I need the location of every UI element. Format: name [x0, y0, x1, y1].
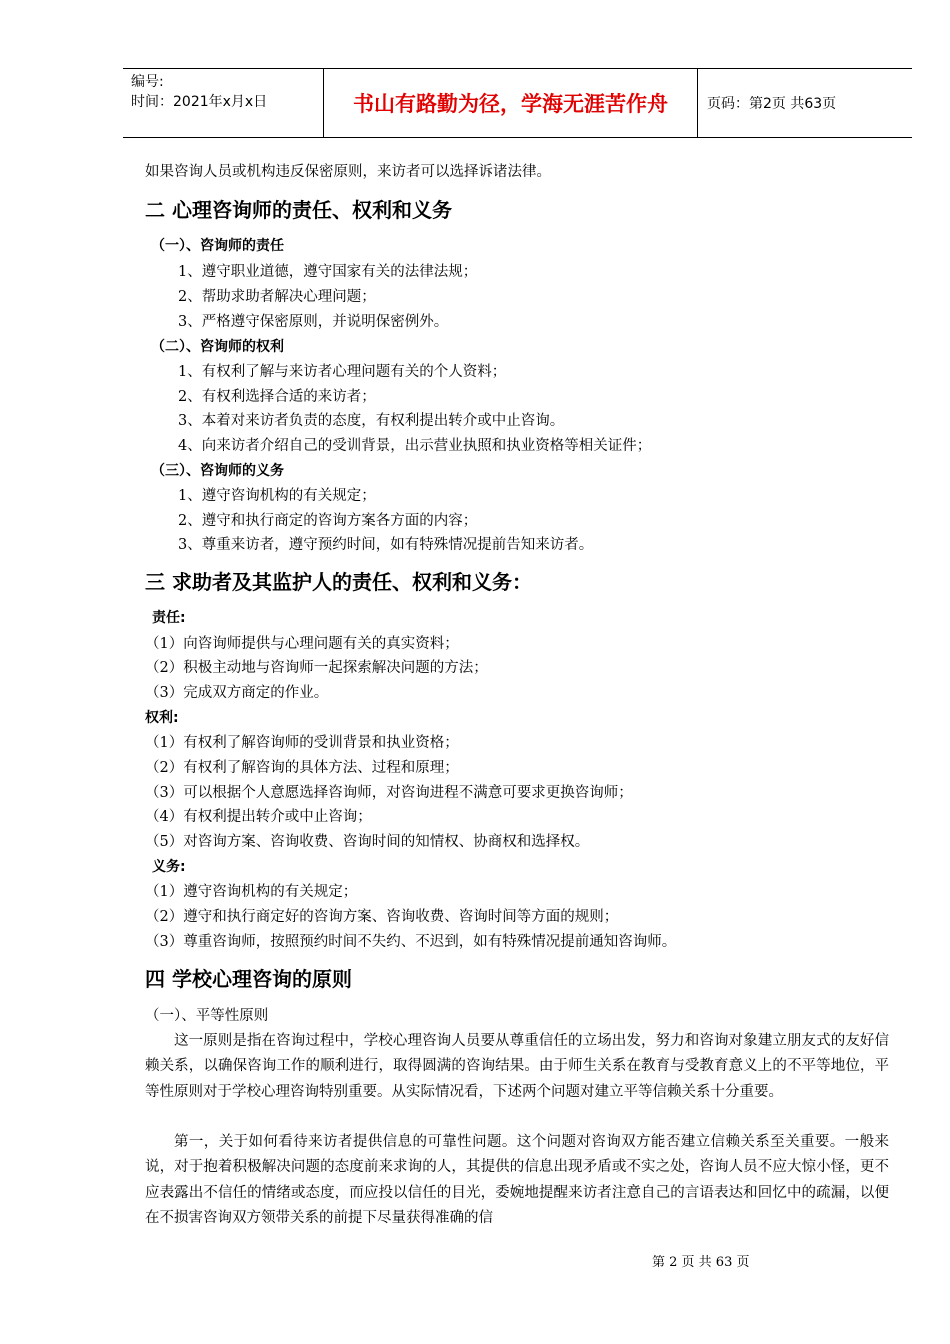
section-2-sub3: （三）、咨询师的义务 — [151, 463, 284, 479]
duty-label: 义务: — [152, 859, 186, 875]
rights-label: 权利: — [145, 710, 179, 726]
header-page-info: 页码：第2页 共63页 — [707, 96, 837, 112]
list-item: （5）对咨询方案、咨询收费、咨询时间的知情权、协商权和选择权。 — [145, 834, 590, 850]
responsibility-label: 责任: — [152, 610, 186, 626]
list-item: 3、严格遵守保密原则，并说明保密例外。 — [178, 314, 449, 330]
page-header — [123, 68, 912, 138]
time-label: 时间：2021年x月x日 — [131, 94, 268, 110]
list-item: （3）完成双方商定的作业。 — [145, 685, 329, 701]
paragraph: 第一，关于如何看待来访者提供信息的可靠性问题。这个问题对咨询双方能否建立信赖关系至关重要。一般来说，对于抱着积极解决问题的态度前来求询的人，其提供的信息出现矛盾或不实之处，咨询人员不应大惊小怪，更不应表露出不信任的情绪或态度，而应投以信任的目光，委婉地提醒来访者注意自己的言语表达和回忆中的疏漏，以便在不损害咨询双方领带关系的前提下尽量获得准确的信 — [145, 1134, 889, 1226]
list-item: 3、本着对来访者负责的态度，有权利提出转介或中止咨询。 — [178, 413, 565, 429]
section-3-title: 三 求助者及其监护人的责任、权利和义务： — [145, 570, 532, 594]
intro-line: 如果咨询人员或机构违反保密原则，来访者可以选择诉诸法律。 — [145, 164, 551, 180]
header-motto: 书山有路勤为径，学海无涯苦作舟 — [353, 92, 668, 116]
list-item: （3）可以根据个人意愿选择咨询师，对咨询进程不满意可要求更换咨询师； — [145, 785, 633, 801]
section-2-sub2: （二）、咨询师的权利 — [151, 339, 284, 355]
section-4-sub1: （一）、平等性原则 — [145, 1008, 269, 1024]
paragraph: 这一原则是指在咨询过程中，学校心理咨询人员要从尊重信任的立场出发，努力和咨询对象建立朋友式的友好信赖关系，以确保咨询工作的顺利进行，取得圆满的咨询结果。由于师生关系在教育与受教育意义上的不平等地位，平等性原则对于学校心理咨询特别重要。从实际情况看，下述两个问题对建立平等信赖关系十分重要。 — [145, 1033, 889, 1100]
list-item: 1、有权利了解与来访者心理问题有关的个人资料； — [178, 364, 507, 380]
list-item: （2）有权利了解咨询的具体方法、过程和原理； — [145, 760, 459, 776]
list-item: （1）有权利了解咨询师的受训背景和执业资格； — [145, 735, 459, 751]
list-item: （2）积极主动地与咨询师一起探索解决问题的方法； — [145, 660, 488, 676]
header-meta — [131, 69, 323, 137]
list-item: 1、遵守咨询机构的有关规定； — [178, 488, 376, 504]
section-2-title: 二 心理咨询师的责任、权利和义务 — [145, 198, 452, 222]
list-item: （3）尊重咨询师，按照预约时间不失约、不迟到，如有特殊情况提前通知咨询师。 — [145, 934, 677, 950]
list-item: （4）有权利提出转介或中止咨询； — [145, 809, 372, 825]
list-item: 2、有权利选择合适的来访者； — [178, 389, 376, 405]
page-footer: 第 2 页 共 63 页 — [652, 1255, 750, 1270]
section-4-title: 四 学校心理咨询的原则 — [145, 967, 352, 991]
list-item: 2、遵守和执行商定的咨询方案各方面的内容； — [178, 513, 478, 529]
list-item: （1）向咨询师提供与心理问题有关的真实资料； — [145, 636, 459, 652]
number-label: 编号: — [131, 74, 164, 90]
list-item: 2、帮助求助者解决心理问题； — [178, 289, 376, 305]
list-item: 3、尊重来访者，遵守预约时间，如有特殊情况提前告知来访者。 — [178, 537, 594, 553]
list-item: 1、遵守职业道德，遵守国家有关的法律法规； — [178, 264, 478, 280]
section-2-sub1: （一）、咨询师的责任 — [151, 238, 284, 254]
list-item: 4、向来访者介绍自己的受训背景，出示营业执照和执业资格等相关证件； — [178, 438, 652, 454]
header-divider — [697, 69, 698, 137]
list-item: （1）遵守咨询机构的有关规定； — [145, 884, 358, 900]
list-item: （2）遵守和执行商定好的咨询方案、咨询收费、咨询时间等方面的规则； — [145, 909, 619, 925]
